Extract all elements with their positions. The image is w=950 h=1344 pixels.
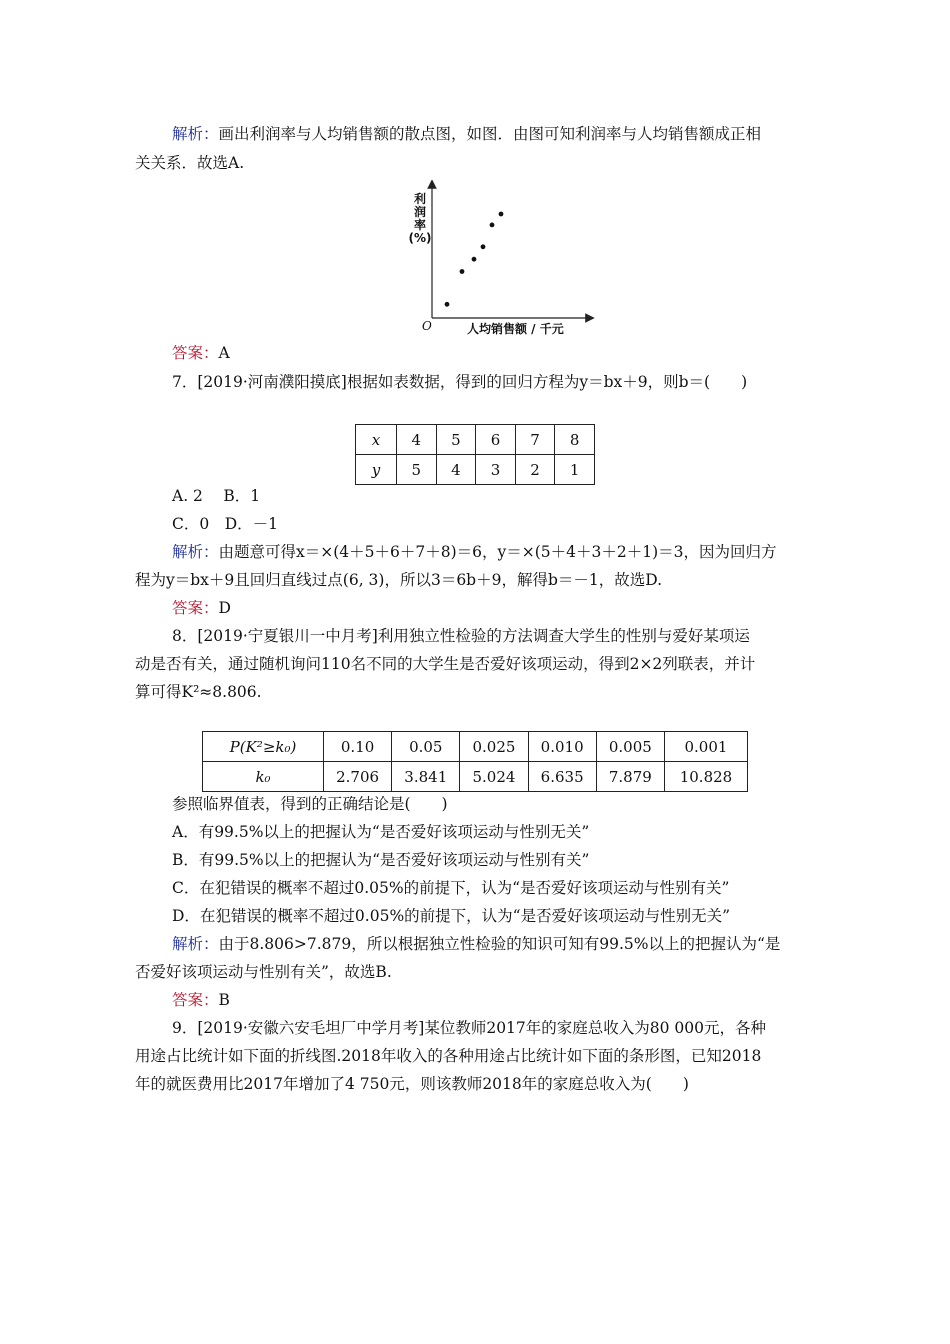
row-label-x: x	[356, 425, 397, 455]
table-row: y 5 4 3 2 1	[356, 455, 595, 485]
question-9-stem-2: 用途占比统计如下面的折线图.2018年收入的各种用途占比统计如下面的条形图，已知2018	[135, 1047, 762, 1065]
question-7-options-ab: A. 2 B．1	[172, 487, 261, 505]
regression-data-table	[355, 424, 595, 485]
scatter-point-3	[472, 257, 477, 262]
scatter-point-2	[460, 269, 465, 274]
question-7-stem: 7．[2019·河南濮阳摸底]根据如表数据，得到的回归方程为y＝bx＋9，则b＝( )	[172, 373, 748, 391]
analysis-label: 解析：	[172, 543, 219, 561]
question-8-stem-1: 8．[2019·宁夏银川一中月考]利用独立性检验的方法调查大学生的性别与爱好某项运	[172, 627, 750, 645]
analysis-7-line-1: 解析：由题意可得x＝×(4＋5＋6＋7＋8)＝6，y＝×(5＋4＋3＋2＋1)＝3，因为回归方	[172, 543, 777, 561]
row-label-y: y	[356, 455, 397, 485]
analysis-6-line-1: 解析：画出利润率与人均销售额的散点图，如图．由图可知利润率与人均销售额成正相	[172, 125, 762, 143]
chart-origin: O	[422, 319, 432, 333]
scatter-point-5	[490, 223, 495, 228]
scatter-point-6	[499, 212, 504, 217]
question-9-stem-3: 年的就医费用比2017年增加了4 750元，则该教师2018年的家庭总收入为( )	[135, 1075, 689, 1093]
scatter-plot-area	[420, 180, 600, 330]
scatter-point-1	[445, 302, 450, 307]
answer-8: 答案：B	[172, 991, 230, 1009]
analysis-7-line-2: 程为y＝bx＋9且回归直线过点(6, 3)，所以3＝6b＋9，解得b＝－1，故选D.	[135, 571, 663, 589]
critical-value-table	[202, 731, 748, 792]
question-8-stem-end: 参照临界值表，得到的正确结论是( )	[172, 795, 448, 813]
question-8-option-c: C．在犯错误的概率不超过0.05%的前提下，认为“是否爱好该项运动与性别有关”	[172, 879, 730, 897]
answer-7: 答案：D	[172, 599, 231, 617]
question-8-option-d: D．在犯错误的概率不超过0.05%的前提下，认为“是否爱好该项运动与性别无关”	[172, 907, 731, 925]
question-8-stem-3: 算可得K²≈8.806.	[135, 683, 262, 701]
analysis-8-line-1: 解析：由于8.806>7.879，所以根据独立性检验的知识可知有99.5%以上的把握认为“是	[172, 935, 781, 953]
row-label-k: k₀	[203, 762, 324, 792]
analysis-6-line-2: 关关系．故选A.	[135, 154, 245, 172]
analysis-label: 解析：	[172, 935, 219, 953]
analysis-8-line-2: 否爱好该项运动与性别有关”，故选B.	[135, 963, 392, 981]
table-row: k₀ 2.706 3.841 5.024 6.635 7.879 10.828	[203, 762, 748, 792]
answer-6: 答案：A	[172, 344, 230, 362]
answer-label: 答案：	[172, 991, 219, 1009]
question-8-option-b: B．有99.5%以上的把握认为“是否爱好该项运动与性别有关”	[172, 851, 590, 869]
scatter-point-4	[481, 244, 486, 249]
question-8-stem-2: 动是否有关，通过随机询问110名不同的大学生是否爱好该项运动，得到2×2列联表，并计	[135, 655, 756, 673]
analysis-label: 解析：	[172, 125, 219, 143]
chart-xlabel: 人均销售额 / 千元	[467, 322, 564, 336]
row-label-p: P(K²≥k₀)	[203, 732, 324, 762]
question-7-options-cd: C．0 D．－1	[172, 515, 279, 533]
table-row: P(K²≥k₀) 0.10 0.05 0.025 0.010 0.005 0.001	[203, 732, 748, 762]
answer-label: 答案：	[172, 344, 219, 362]
question-8-option-a: A．有99.5%以上的把握认为“是否爱好该项运动与性别无关”	[172, 823, 590, 841]
question-9-stem-1: 9．[2019·安徽六安毛坦厂中学月考]某位教师2017年的家庭总收入为80 000元，各种	[172, 1019, 767, 1037]
answer-label: 答案：	[172, 599, 219, 617]
table-row: x 4 5 6 7 8	[356, 425, 595, 455]
chart-ylabel: 利 润 率 (%)	[408, 192, 432, 245]
